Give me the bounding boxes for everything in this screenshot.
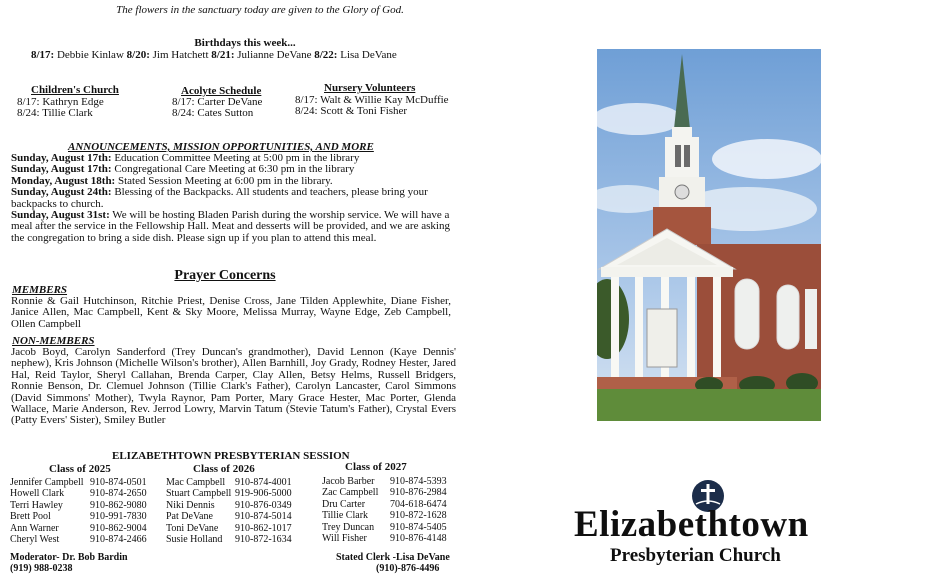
member-name: Ann Warner xyxy=(10,522,59,534)
birthday-date: 8/17: xyxy=(31,49,55,61)
member-name: Niki Dennis xyxy=(166,499,215,511)
logo-name: Elizabethtown xyxy=(574,504,809,545)
childrens-church-heading: Children's Church xyxy=(31,84,119,96)
member-phone: 910-874-5405 xyxy=(390,521,447,533)
member-name: Brett Pool xyxy=(10,511,51,523)
class-title: Class of 2025 xyxy=(49,463,111,475)
birthday-name: Jim Hatchett xyxy=(152,49,209,61)
class-title: Class of 2027 xyxy=(345,461,407,473)
member-name: Dru Carter xyxy=(322,498,366,510)
logo-subtitle: Presbyterian Church xyxy=(610,545,781,566)
member-phone: 910-874-4001 xyxy=(235,477,292,488)
member-phone: 910-874-2650 xyxy=(90,488,147,500)
announcement-item xyxy=(11,210,455,244)
roster-row xyxy=(10,488,147,499)
session-heading: ELIZABETHTOWN PRESBYTERIAN SESSION xyxy=(112,450,350,462)
prayer-heading: Prayer Concerns xyxy=(174,268,276,283)
roster-row xyxy=(166,511,292,522)
member-phone: 910-876-2984 xyxy=(390,487,447,499)
member-phone: 919-906-5000 xyxy=(235,488,292,500)
birthday-date: 8/22: xyxy=(314,49,338,61)
member-name: Susie Holland xyxy=(166,534,223,546)
member-name: Will Fisher xyxy=(322,533,367,545)
class-2025-roster xyxy=(10,477,147,545)
clerk-phone: (910)-876-4496 xyxy=(376,563,440,574)
announcement-date: Sunday, August 17th: xyxy=(11,152,112,164)
announcement-date: Sunday, August 17th: xyxy=(11,163,112,176)
nursery-heading: Nursery Volunteers xyxy=(324,82,416,94)
member-name: Zac Campbell xyxy=(322,487,379,499)
announcement-date: Monday, August 18th: xyxy=(11,174,116,187)
members-heading: MEMBERS xyxy=(12,284,68,296)
roster-row xyxy=(166,523,292,534)
flowers-dedication: The flowers in the sanctuary today are given to the Glory of God. xyxy=(116,4,404,16)
member-name: Pat DeVane xyxy=(166,511,213,523)
class-2026-roster xyxy=(166,477,292,545)
moderator-phone: (919) 988-0238 xyxy=(10,563,73,574)
roster-row xyxy=(322,499,447,510)
roster-row xyxy=(322,522,447,533)
member-phone: 910-876-4148 xyxy=(390,533,447,545)
roster-row xyxy=(166,488,292,499)
class-2027-roster xyxy=(322,476,447,544)
member-name: Cheryl West xyxy=(10,534,60,546)
birthday-name: Lisa DeVane xyxy=(340,49,397,61)
member-phone: 910-872-1628 xyxy=(390,510,447,522)
roster-row xyxy=(322,510,447,521)
class-title: Class of 2026 xyxy=(193,463,255,475)
roster-row xyxy=(166,500,292,511)
announcements-heading: ANNOUNCEMENTS, MISSION OPPORTUNITIES, AND MORE xyxy=(68,141,374,153)
member-phone: 910-874-0501 xyxy=(90,477,147,488)
member-name: Mac Campbell xyxy=(166,477,226,488)
member-phone: 910-991-7830 xyxy=(90,511,147,523)
acolyte-line: 8/17: Carter DeVane xyxy=(172,96,263,108)
member-name: Jacob Barber xyxy=(322,476,375,487)
member-name: Tillie Clark xyxy=(322,510,369,522)
member-phone: 910-876-0349 xyxy=(235,499,292,511)
roster-row xyxy=(10,534,147,545)
birthdays-list xyxy=(31,50,397,62)
member-phone: 910-874-2466 xyxy=(90,534,147,546)
childrens-church-line: 8/24: Tillie Clark xyxy=(17,107,93,119)
member-phone: 910-874-5014 xyxy=(235,511,292,523)
announcements-list xyxy=(11,153,455,244)
member-phone: 910-862-9004 xyxy=(90,522,147,534)
birthday-date: 8/20: xyxy=(126,49,150,61)
roster-row xyxy=(322,487,447,498)
member-phone: 910-862-1017 xyxy=(235,522,292,534)
church-photo xyxy=(597,49,821,421)
birthday-name: Debbie Kinlaw xyxy=(56,49,124,61)
roster-row xyxy=(166,534,292,545)
nonmembers-list: Jacob Boyd, Carolyn Sanderford (Trey Duncan's grandmother), David Lennon (Kaye Dennis' nephew), Kris Johnson (Michelle Wilson's brother), Allen Barnhill, Joy Grady, Rodney Hester, Jared Hal, Reid Taylor, Sheryl Callahan, Brenda Carper, Clay Allen, Betsy Helms, Russell Bridgers, Ronnie Benson, Dr. Clemuel Johnson (Tillie Clark's Father), Carolyn Lancaster, Carol Simmons (David Simmons' Mother), Twyla Raynor, Pam Porter, Mary Grace Hester, Mac Porter, Glenda Wallace, Marie Anderson, Rev. Jerrod Lowry, Marvin Tatum (Stevie Tatum's Father), Crystal Evers (Patty Evers' Sister), Smiley Butler xyxy=(11,346,456,427)
birthdays-heading: Birthdays this week... xyxy=(194,37,296,49)
announcement-item xyxy=(11,187,455,210)
announcement-date: Sunday, August 24th: xyxy=(11,186,112,199)
roster-row xyxy=(322,533,447,544)
member-name: Terri Hawley xyxy=(10,499,63,511)
member-phone: 910-874-5393 xyxy=(390,476,447,487)
announcement-text: Education Committee Meeting at 5:00 pm in the library xyxy=(111,152,360,164)
birthday-name: Julianne DeVane xyxy=(237,49,312,61)
church-illustration xyxy=(597,49,821,421)
birthday-date: 8/21: xyxy=(211,49,235,61)
member-phone: 910-872-1634 xyxy=(235,534,292,546)
announcement-text: Stated Session Meeting at 6:00 pm in the library. xyxy=(115,174,333,187)
roster-row xyxy=(10,511,147,522)
childrens-church-line: 8/17: Kathryn Edge xyxy=(17,96,104,108)
roster-row xyxy=(322,476,447,487)
member-name: Jennifer Campbell xyxy=(10,477,84,488)
member-name: Howell Clark xyxy=(10,488,65,500)
roster-row xyxy=(10,477,147,488)
acolyte-heading: Acolyte Schedule xyxy=(181,85,262,97)
roster-row xyxy=(166,477,292,488)
nonmembers-heading: NON-MEMBERS xyxy=(12,335,95,347)
member-name: Stuart Campbell xyxy=(166,488,232,500)
nursery-line: 8/24: Scott & Toni Fisher xyxy=(295,105,408,117)
member-phone: 704-618-6474 xyxy=(390,498,447,510)
announcement-text: Congregational Care Meeting at 6:30 pm in the library xyxy=(111,163,355,176)
moderator: Moderator- Dr. Bob Bardin xyxy=(10,552,128,563)
member-name: Toni DeVane xyxy=(166,522,219,534)
nursery-line: 8/17: Walt & Willie Kay McDuffie xyxy=(295,94,449,106)
roster-row xyxy=(10,500,147,511)
member-phone: 910-862-9080 xyxy=(90,499,147,511)
acolyte-line: 8/24: Cates Sutton xyxy=(172,107,254,119)
roster-row xyxy=(10,523,147,534)
announcement-date: Sunday, August 31st: xyxy=(11,209,110,222)
members-list: Ronnie & Gail Hutchinson, Ritchie Priest, Denise Cross, Jane Tilden Applewhite, Diane Fisher, Janice Allen, Mac Campbell, Kent & Sky Moore, Melissa Murray, Wayne Edge, Zeb Campbell, Ollen Campbell xyxy=(11,295,451,330)
member-name: Trey Duncan xyxy=(322,521,375,533)
announcement-text: We will be hosting Bladen Parish during the worship service. We will have a meal after the service in the Fellowship Hall. Meat and desserts will be provided, and we are asking the congregation to bring a side dish. Please sign up if you plan to attend this meal. xyxy=(11,209,450,244)
stated-clerk: Stated Clerk -Lisa DeVane xyxy=(336,552,450,563)
announcement-text: Blessing of the Backpacks. All students and teachers, please bring your backpacks to church. xyxy=(11,186,428,210)
